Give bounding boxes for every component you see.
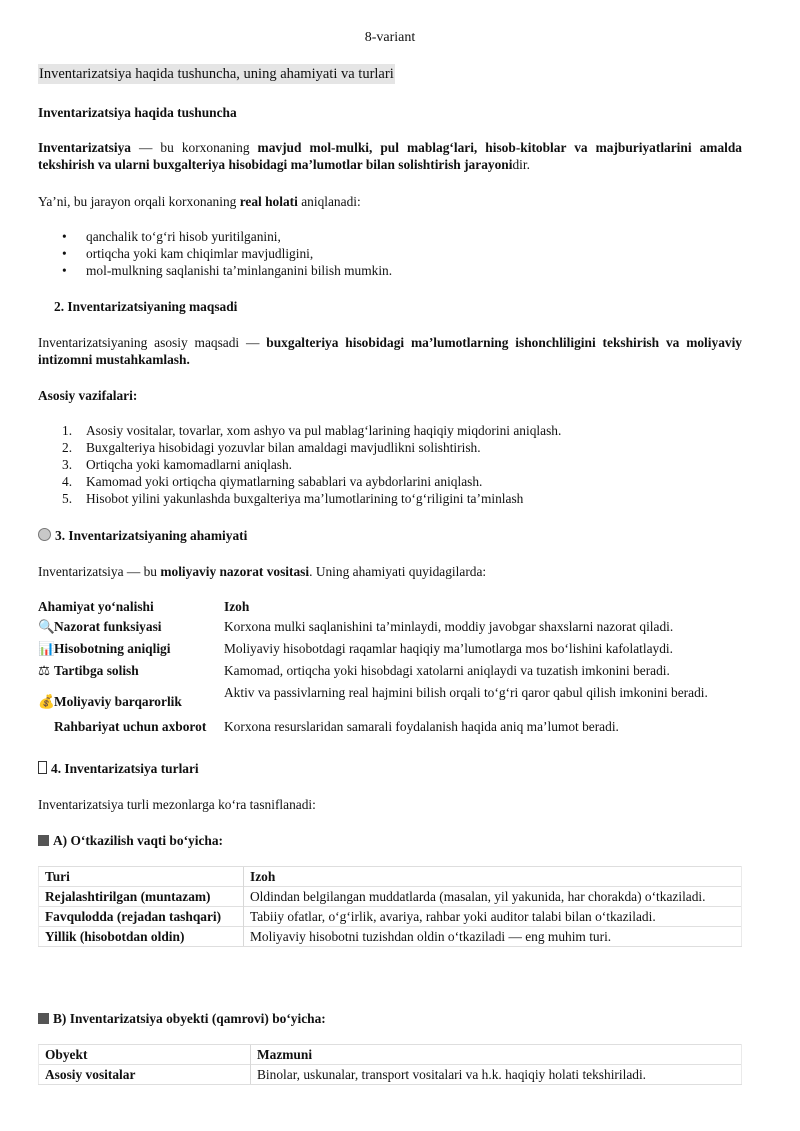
list-item: • mol-mulkning saqlanishi ta’minlanganini bilish mumkin. <box>62 263 393 278</box>
definition-dash: — bu korxonaning <box>130 140 258 155</box>
table-header-row <box>39 867 742 887</box>
list-item: 4. Kamomad yoki ortiqcha qiymatlarning sabablari va aybdorlarini aniqlash. <box>62 474 483 489</box>
square-icon <box>38 835 49 846</box>
table-header-cell: Izoh <box>224 599 250 614</box>
table-header-cell: Obyekt <box>39 1045 251 1065</box>
table-row: 🔍Nazorat funksiyasi Korxona mulki saqlanishini ta’minlaydi, moddiy javobgar shaxslarni nazorat qiladi. <box>38 619 674 634</box>
table-row: Rahbariyat uchun axborot Korxona resurslaridan samarali foydalanish haqida aniq ma’lumot beradi. <box>54 719 619 734</box>
goal-bold: buxgalteriya hisobidagi ma’lumotlarning ishonchliligini tekshirish va moliyaviy intizomni mustahkamlash. <box>38 335 743 367</box>
list-item: 1. Asosiy vositalar, tovarlar, xom ashyo va pul mablag‘larining haqiqiy miqdorini aniqlash. <box>62 423 562 438</box>
document-title: Inventarizatsiya haqida tushuncha, uning ahamiyati va turlari <box>39 66 394 82</box>
table-header-cell: Turi <box>39 867 244 887</box>
table-row: Yillik (hisobotdan oldin) Moliyaviy hisobotni tuzishdan oldin o‘tkaziladi — eng muhim turi. <box>39 927 742 947</box>
section1-heading: Inventarizatsiya haqida tushuncha <box>38 105 237 120</box>
goal-pre: Inventarizatsiyaning asosiy maqsadi — <box>38 335 267 350</box>
intro-pre: Ya’ni, bu jarayon orqali korxonaning <box>38 194 240 209</box>
importance-paragraph: Inventarizatsiya — bu moliyaviy nazorat vositasi. Uning ahamiyati quyidagilarda: <box>38 564 487 579</box>
circle-icon <box>38 528 51 541</box>
section3-heading: 3. Inventarizatsiyaning ahamiyati <box>38 527 742 544</box>
bullet-icon: • <box>62 229 67 244</box>
table-header-row <box>38 598 742 618</box>
definition-end: dir. <box>512 157 530 172</box>
money-bag-icon: 💰 <box>38 693 55 709</box>
importance-table <box>38 598 742 740</box>
tasks-heading: Asosiy vazifalari: <box>38 388 138 403</box>
table-header-cell: Izoh <box>244 867 742 887</box>
list-item: 2. Buxgalteriya hisobidagi yozuvlar bilan amaldagi mavjudlikni solishtirish. <box>62 440 481 455</box>
bullet-icon: • <box>62 263 67 278</box>
table-row: 💰Moliyaviy barqarorlik Aktiv va passivlarning real hajmini bilish orqali to‘g‘ri qaror qabul qilish imkonini beradi. <box>38 685 708 709</box>
table-row: ⚖ Tartibga solish Kamomad, ortiqcha yoki hisobdagi xatolarni aniqlaydi va tuzatish imkonini beradi. <box>38 663 670 678</box>
subsection-a-heading: A) O‘tkazilish vaqti bo‘yicha: <box>38 832 742 849</box>
magnifier-icon: 🔍 <box>38 619 55 634</box>
intro-bold: real holati <box>239 194 298 209</box>
scales-icon: ⚖ <box>38 663 51 678</box>
tasks-list <box>38 422 742 507</box>
table-row: Favqulodda (rejadan tashqari) Tabiiy ofatlar, o‘g‘irlik, avariya, rahbar yoki auditor talabi bilan o‘tkaziladi. <box>39 907 742 927</box>
table-header-row <box>39 1045 742 1065</box>
object-types-table <box>38 1044 742 1085</box>
types-paragraph: Inventarizatsiya turli mezonlarga ko‘ra tasniflanadi: <box>38 797 316 812</box>
bullet-list <box>38 228 742 279</box>
definition-bold: mavjud mol-mulki, pul mablag‘lari, hisob-kitoblar va majburiyatlarini amalda tekshirish va ularni buxgalteriya hisobidagi ma’lumotlar bilan solishtirish jarayoni <box>38 140 742 172</box>
missing-glyph-icon <box>38 761 47 774</box>
table-header-cell: Mazmuni <box>251 1045 742 1065</box>
square-icon <box>38 1013 49 1024</box>
goal-paragraph <box>38 334 742 368</box>
list-item: 3. Ortiqcha yoki kamomadlarni aniqlash. <box>62 457 293 472</box>
intro-post: aniqlanadi: <box>297 194 361 209</box>
definition-paragraph <box>38 139 742 173</box>
intro-paragraph <box>38 193 742 210</box>
time-types-table <box>38 866 742 947</box>
bar-chart-icon: 📊 <box>38 641 55 656</box>
variant-label: 8-variant <box>364 30 416 45</box>
section2-heading: 2. Inventarizatsiyaning maqsadi <box>54 299 238 314</box>
table-header-cell: Ahamiyat yo‘nalishi <box>38 599 154 614</box>
subsection-b-heading: B) Inventarizatsiya obyekti (qamrovi) bo‘yicha: <box>38 1010 742 1027</box>
list-item: 5. Hisobot yilini yakunlashda buxgalteriya ma’lumotlarining to‘g‘riligini ta’minlash <box>62 491 524 506</box>
bullet-icon: • <box>62 246 67 261</box>
table-row: Rejalashtirilgan (muntazam) Oldindan belgilangan muddatlarda (masalan, yil yakunida, har chorakda) o‘tkaziladi. <box>39 887 742 907</box>
table-row: 📊Hisobotning aniqligi Moliyaviy hisobotdagi raqamlar haqiqiy ma’lumotlarga mos bo‘lishini kafolatlaydi. <box>38 641 673 656</box>
table-row: Asosiy vositalar Binolar, uskunalar, transport vositalari va h.k. haqiqiy holati tekshiriladi. <box>39 1065 742 1085</box>
list-item: • qanchalik to‘g‘ri hisob yuritilganini, <box>62 229 281 244</box>
list-item: • ortiqcha yoki kam chiqimlar mavjudligini, <box>62 246 314 261</box>
section4-heading: 4. Inventarizatsiya turlari <box>38 760 742 777</box>
definition-term: Inventarizatsiya <box>38 140 131 155</box>
